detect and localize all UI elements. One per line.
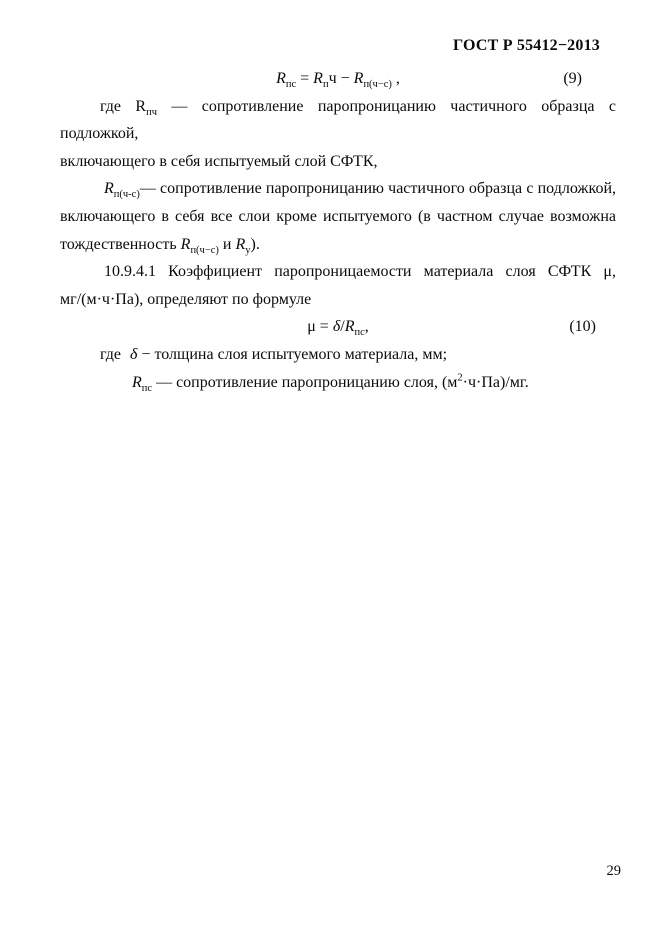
formula-9-minus: −: [336, 70, 354, 87]
formula-9-number: (9): [563, 70, 582, 87]
identity-var1-sub: п(ч−с): [190, 244, 219, 256]
formula-9-comma: ,: [391, 70, 400, 87]
document-header: ГОСТ Р 55412−2013: [453, 37, 600, 54]
definition-r-ps-var-sub: пс: [141, 382, 153, 394]
definition-r-pchs-line-3: [60, 231, 616, 259]
formula-9-var-rpchs: R: [353, 70, 364, 87]
page-number: 29: [606, 863, 621, 879]
definition-delta-text: − толщина слоя испытуемого материала, мм;: [137, 345, 448, 363]
definition-r-pchs-text: сопротивление паропроницанию частичного образца с подложкой,: [160, 180, 616, 198]
formula-10-lhs: μ =: [307, 318, 333, 336]
formula-9-var-rps: R: [276, 70, 286, 87]
formula-10-comma: ,: [364, 318, 369, 336]
definition-r-pch-lead: где R: [100, 97, 147, 115]
identity-mid: и: [218, 235, 236, 253]
identity-var2: R: [235, 235, 246, 253]
definition-delta: [60, 341, 616, 369]
formula-9-var-rpchs-sub: п(ч−с): [363, 79, 392, 91]
definition-r-pch-sub: пч: [146, 106, 157, 118]
clause-10-9-4-1-line-1: 10.9.4.1 Коэффициент паропроницаемости материала слоя СФТК μ,: [104, 263, 616, 281]
definition-r-pch-text: сопротивление паропроницанию частичного образца с подложкой,: [60, 97, 616, 143]
formula-10-expression: [307, 318, 369, 339]
definition-r-pch-dash: —: [156, 97, 202, 115]
formula-10-number: (10): [569, 318, 596, 336]
definition-r-ps: [60, 369, 616, 397]
definition-r-ps-sup2: 2: [457, 372, 463, 384]
formula-10-var: R: [344, 318, 355, 336]
definition-delta-lead: где: [100, 345, 122, 363]
formula-10-slash: /: [340, 318, 345, 336]
formula-10: [60, 313, 616, 341]
definition-r-pchs-line-2: включающего в себя все слои кроме испытуемого (в частном случае возможна: [60, 207, 616, 225]
clause-10-9-4-1-line-2: мг/(м·ч·Па), определяют по формуле: [60, 290, 312, 308]
identity-var2-sub: у: [245, 244, 251, 256]
definition-r-ps-text: сопротивление паропроницанию слоя, (м: [176, 373, 458, 391]
definition-r-ps-tail: ·ч·Па)/мг.: [462, 373, 529, 391]
definition-delta-symbol: δ: [130, 345, 138, 363]
definition-r-pchs-dash: —: [139, 180, 161, 198]
formula-9-var-rp-post: ч: [328, 70, 337, 87]
formula-9-expression: [276, 70, 400, 91]
definition-r-pchs-line-1: [60, 175, 616, 203]
formula-9-equals: =: [296, 70, 314, 87]
definition-r-pchs-var-sub: п(ч-с): [113, 189, 140, 201]
identity-lead: тождественность: [60, 235, 181, 253]
formula-9-var-rp: R: [313, 70, 323, 87]
formula-10-var-sub: пс: [354, 327, 365, 339]
definition-r-pch-line-2: включающего в себя испытуемый слой СФТК,: [60, 152, 378, 170]
document-content: [60, 36, 616, 396]
definition-r-ps-dash: —: [152, 373, 177, 391]
definition-r-ps-var: R: [132, 373, 142, 391]
definition-r-pch-line-1: [60, 93, 616, 148]
definition-r-pchs-var: R: [104, 180, 114, 198]
identity-tail: ).: [250, 235, 260, 253]
formula-10-delta: δ: [332, 318, 341, 336]
identity-var1: R: [180, 235, 191, 253]
formula-9-var-rps-sub: пс: [285, 79, 297, 91]
formula-9-var-rp-sub: п: [322, 79, 329, 91]
formula-9: [60, 65, 616, 93]
